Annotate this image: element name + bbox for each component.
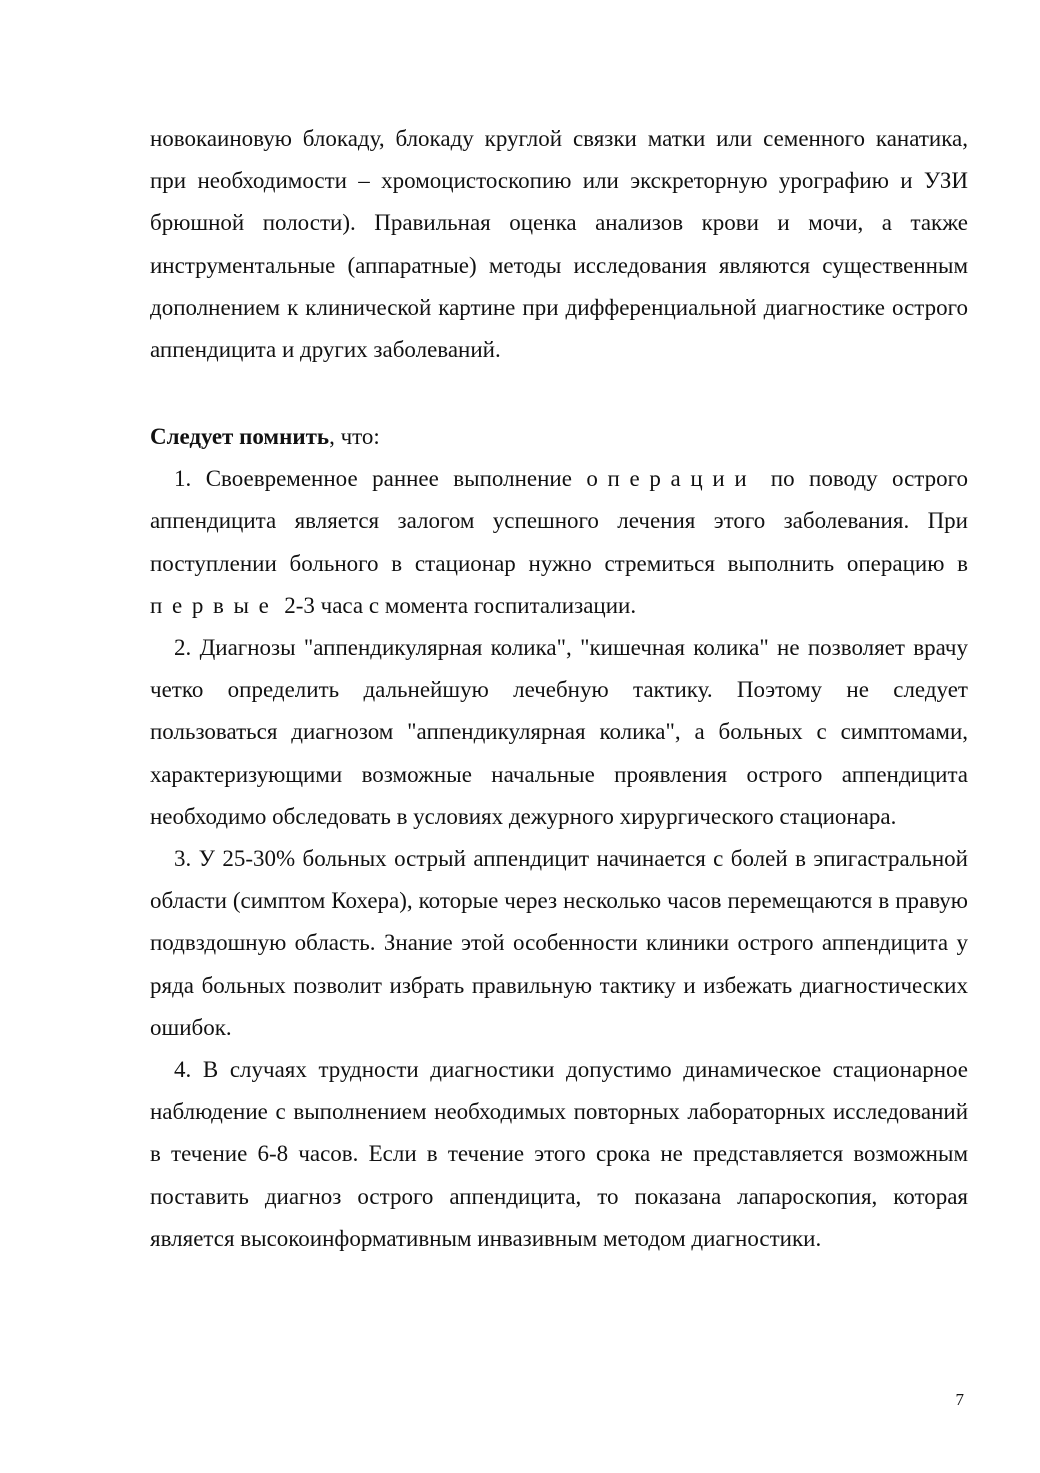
list-item-text: Диагнозы "аппендикулярная колика", "кишечная колика" не позволяет врачу четко определить дальнейшую лечебную тактику. Поэтому не следует пользоваться диагнозом "аппендикулярная колика", а больных с симптомами, характеризующими возможные начальные проявления острого аппендицита необходимо обследовать в условиях дежурного хирургического стационара. (150, 635, 968, 829)
list-item-text: У 25-30% больных острый аппендицит начинается с болей в эпигастральной области (симптом Кохера), которые через несколько часов перемещаются в правую подвздошную область. Знание этой особенности клиники острого аппендицита у ряда больных позволит избрать правильную тактику и избежать диагностических ошибок. (150, 846, 968, 1040)
list-item-text: по поводу острого аппендицита является залогом успешного лечения этого заболевания. При поступлении больного в стационар нужно стремиться выполнить операцию в (150, 466, 968, 576)
list-item-text: 2-3 часа с момента госпитализации. (278, 592, 637, 618)
spaced-word: первые (150, 592, 279, 618)
list-item-text: Своевременное раннее выполнение (191, 466, 587, 492)
list-item-number: 3. (174, 846, 192, 872)
remember-heading-rest: , что: (329, 424, 380, 449)
list-item-text: В случаях трудности диагностики допустимо динамическое стационарное наблюдение с выполнением необходимых повторных лабораторных исследований в течение 6-8 часов. Если в течение этого срока не представляется возможным поставить диагноз острого аппендицита, то показана лапароскопия, которая является высокоинформативным инвазивным методом диагностики. (150, 1057, 968, 1251)
remember-section (150, 416, 968, 1260)
intro-paragraph (150, 118, 968, 371)
intro-text: новокаиновую блокаду, блокаду круглой связки матки или семенного канатика, при необходимости – хромоцистоскопию или экскреторную урографию и УЗИ брюшной полости). Правильная оценка анализов крови и мочи, а также инструментальные (аппаратные) методы исследования являются существенным дополнением к клинической картине при дифференциальной диагностике острого аппендицита и других заболеваний. (150, 126, 968, 363)
remember-heading (150, 416, 968, 458)
remember-heading-bold: Следует помнить (150, 424, 330, 449)
list-item-2 (150, 627, 968, 838)
list-item-number: 2. (174, 635, 192, 661)
list-item-number: 4. (174, 1057, 192, 1083)
list-item-4 (150, 1049, 968, 1260)
list-item-3 (150, 838, 968, 1049)
list-item-number: 1. (174, 466, 192, 492)
page-number: 7 (955, 1390, 964, 1409)
remember-list (150, 458, 968, 1260)
list-item-1 (150, 458, 968, 627)
spaced-word: операции (586, 466, 757, 492)
